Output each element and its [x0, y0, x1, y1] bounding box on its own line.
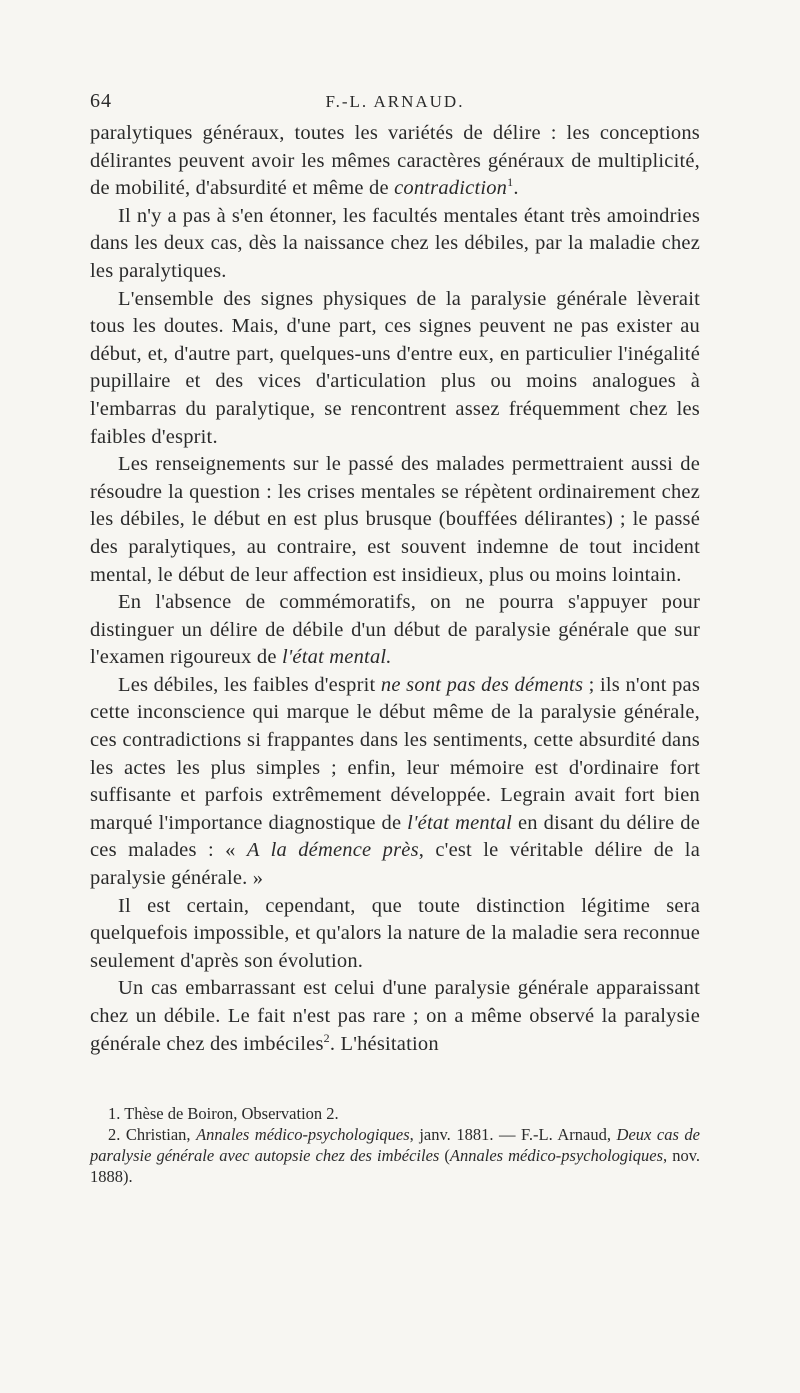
italic-text: l'état mental [407, 811, 513, 834]
text-run: . [513, 177, 519, 200]
text-run: Il n'y a pas à s'en étonner, les facultés mentales étant très amoindries dans les deux cas, dès la naissance chez les débiles, par la maladie chez les paralytiques. [90, 204, 700, 282]
italic-text: Annales médico-psychologiques [196, 1125, 410, 1144]
paragraph [90, 286, 700, 452]
running-title: F.-L. ARNAUD. [325, 92, 465, 111]
text-run: En l'absence de commémoratifs, on ne pourra s'appuyer pour distinguer un délire de débile d'un début de paralysie générale que sur l'examen rigoureux de [90, 591, 700, 669]
italic-text: A la démence près [246, 839, 419, 862]
paragraph [90, 672, 700, 893]
paragraph [90, 893, 700, 976]
paragraph [90, 975, 700, 1058]
italic-text: l'état mental. [281, 646, 392, 669]
footnote [90, 1124, 700, 1187]
text-run: en disant du délire de ces malades : « [90, 811, 701, 862]
italic-text: Annales médico-psychologiques [449, 1146, 664, 1165]
paragraph [90, 589, 700, 672]
text-run: , c'est le véritable délire de la paralysie générale. » [90, 839, 700, 890]
paragraph [90, 120, 700, 203]
text-run: Un cas embarrassant est celui d'une paralysie générale apparaissant chez un débile. Le fait n'est pas rare ; on a même observé la paralysie générale chez des imbéciles [90, 977, 700, 1055]
footnote [90, 1103, 700, 1124]
text-run: Les renseignements sur le passé des malades permettraient aussi de résoudre la question : les crises mentales se répètent ordinairement chez les débiles, le début en est plus brusque (bouffées délirantes) ; le passé des paralytiques, au contraire, est souvent indemne de tout incident mental, le début de leur affection est insidieux, plus ou moins lointain. [90, 453, 700, 586]
paragraph [90, 203, 700, 286]
text-run: ( [439, 1146, 450, 1165]
footnote-ref: 2 [323, 1030, 330, 1045]
italic-text: contradiction [394, 177, 508, 200]
text-run: , janv. 1881. — F.-L. Arnaud, [409, 1125, 617, 1144]
text-run: , nov. 1888). [90, 1146, 701, 1186]
body-text [90, 120, 700, 1058]
text-run: Les débiles, les faibles d'esprit [118, 673, 381, 696]
text-run: 2. Christian, [108, 1125, 197, 1144]
text-run: . L'hésitation [329, 1032, 439, 1055]
paragraph [90, 451, 700, 589]
text-run: 1. Thèse de Boiron, Observation 2. [108, 1104, 339, 1123]
text-run: ; ils n'ont pas cette inconscience qui marque le début même de la paralysie générale, ces contradictions si frappantes dans les sentiments, cette absurdité dans les actes les plus simples ; enfin, leur mémoire est d'ordinaire fort suffisante et parfois extrêmement développée. Legrain avait fort bien marqué l'importance diagnostique de [90, 673, 700, 834]
italic-text: ne sont pas des déments [380, 673, 584, 696]
footnotes [90, 1103, 700, 1187]
text-run: L'ensemble des signes physiques de la paralysie générale lèverait tous les doutes. Mais, d'une part, ces signes peuvent ne pas exister au début, et, d'autre part, quelques-uns d'entre eux, en particulier l'inégalité pupillaire et des vices d'articulation plus ou moins analogues à l'embarras du paralytique, se rencontrent assez fréquemment chez les faibles d'esprit. [90, 287, 700, 448]
text-run: paralytiques généraux, toutes les variétés de délire : les conceptions délirantes peuvent avoir les mêmes caractères généraux de multiplicité, de mobilité, d'absurdité et même de [90, 122, 700, 200]
italic-text: Deux cas de paralysie générale avec autopsie chez des imbéciles [90, 1125, 701, 1165]
text-run: Il est certain, cependant, que toute distinction légitime sera quelquefois impossible, et qu'alors la nature de la maladie sera reconnue seulement d'après son évolution. [90, 894, 700, 972]
footnote-ref: 1 [507, 175, 514, 190]
page-number: 64 [90, 90, 112, 112]
